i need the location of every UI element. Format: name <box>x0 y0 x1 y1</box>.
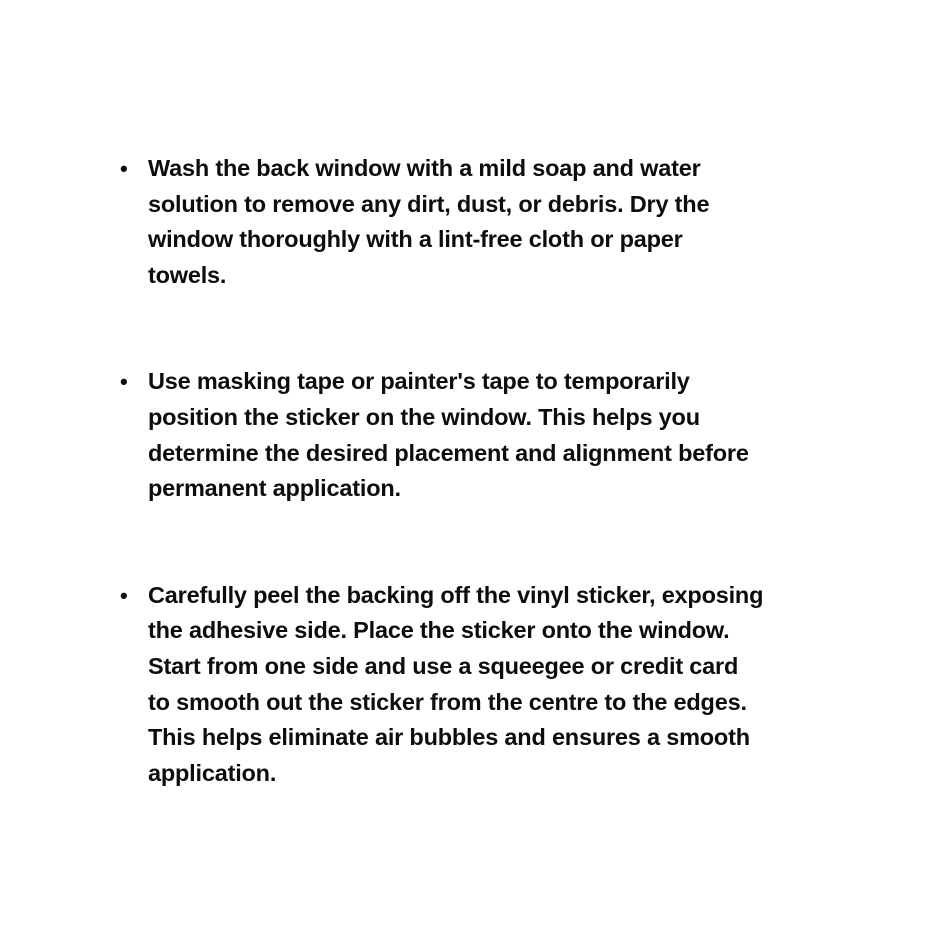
bullet-icon: • <box>120 582 128 608</box>
text-line: Use masking tape or painter's tape to temporarily <box>148 368 690 395</box>
text-line: application. <box>148 759 277 786</box>
text-line: This helps eliminate air bubbles and ensures a smooth <box>148 724 750 751</box>
text-line: solution to remove any dirt, dust, or debris. Dry the <box>148 190 710 217</box>
bullet-item <box>120 578 850 792</box>
bullet-text <box>148 151 850 293</box>
bullet-icon: • <box>120 156 128 181</box>
text-line: window thoroughly with a lint-free cloth or paper <box>148 226 683 253</box>
text-line: Start from one side and use a squeegee or credit card <box>148 652 739 679</box>
text-line: towels. <box>148 261 227 288</box>
bullet-icon: • <box>120 369 128 395</box>
text-line: permanent application. <box>148 475 401 502</box>
text-line: determine the desired placement and alignment before <box>148 439 749 466</box>
bullet-text <box>148 578 850 792</box>
text-line: the adhesive side. Place the sticker onto the window. <box>148 617 730 644</box>
text-line: to smooth out the sticker from the centre to the edges. <box>148 688 747 715</box>
bullet-item <box>120 151 850 293</box>
text-line: Wash the back window with a mild soap and water <box>148 155 701 181</box>
bullet-item <box>120 364 850 506</box>
bullet-text <box>148 364 850 506</box>
text-line: position the sticker on the window. This helps you <box>148 403 700 430</box>
text-line: Carefully peel the backing off the vinyl sticker, exposing <box>148 581 764 608</box>
